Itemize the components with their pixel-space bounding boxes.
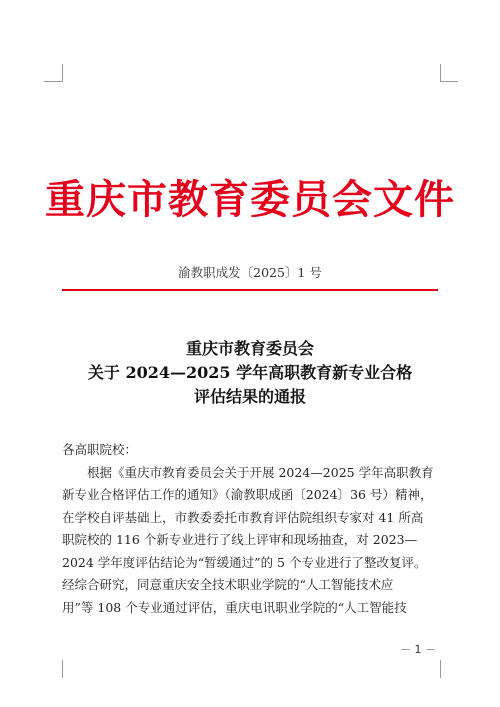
red-divider-line xyxy=(62,289,438,291)
paragraph-line: 用”等 108 个专业通过评估，重庆电讯职业学院的“人工智能技 xyxy=(62,599,407,615)
document-number: 渝教职成发〔2025〕1 号 xyxy=(178,265,322,280)
subject-line: 重庆市教育委员会 xyxy=(185,339,314,358)
document-body xyxy=(62,439,442,619)
paragraph-line: 新专业合格评估工作的通知》（渝教职成函〔2024〕36 号）精神， xyxy=(62,487,433,502)
document-header-title: 重庆市教育委员会文件 xyxy=(45,177,455,223)
paragraph-line: 职院校的 116 个新专业进行了线上评审和现场抽查，对 2023— xyxy=(62,532,418,547)
page-number: － 1 － xyxy=(400,643,436,656)
paragraph-line: 在学校自评基础上，市教委委托市教育评估院组织专家对 41 所高 xyxy=(62,509,424,525)
paragraph-line: 经综合研究，同意重庆安全技术职业学院的“人工智能技术应 xyxy=(62,577,394,592)
paragraph-line: 根据《重庆市教育委员会关于开展 2024—2025 学年高职教育 xyxy=(87,464,434,480)
paragraph-line: 2024 学年度评估结论为“暂缓通过”的 5 个专业进行了整改复评。 xyxy=(62,554,427,570)
document-subject xyxy=(0,337,500,409)
subject-line: 评估结果的通报 xyxy=(193,387,306,406)
salutation: 各高职院校： xyxy=(62,442,138,457)
subject-line: 关于 2024—2025 学年高职教育新专业合格 xyxy=(87,363,413,382)
